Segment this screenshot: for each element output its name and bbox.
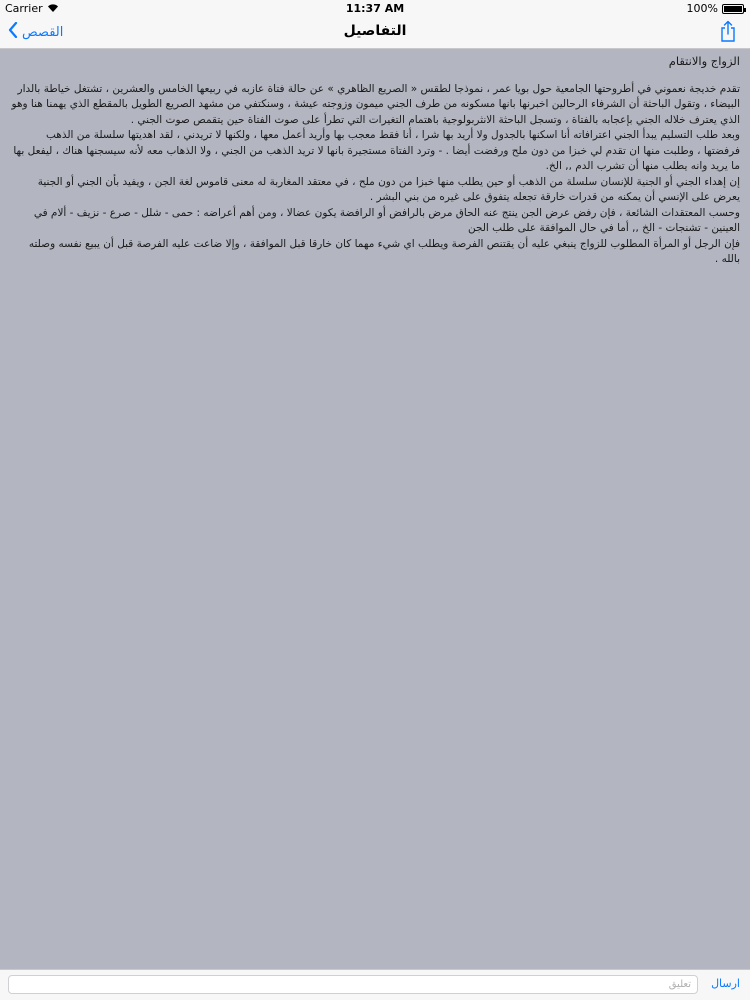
- back-button-label: القصص: [22, 24, 64, 40]
- page-title: التفاصيل: [343, 23, 407, 39]
- battery-icon: [722, 4, 744, 14]
- share-icon: [720, 27, 736, 46]
- status-bar: [0, 0, 750, 16]
- battery-percent: 100%: [686, 2, 718, 15]
- status-right: [687, 2, 744, 15]
- article-paragraph: وبعد طلب التسليم يبدأ الجني اعترافاته أنا اسكنها بالجدول ولا أريد بها شرا ، أنا فقط معجب بها وأريد أعمل معها ، ولكنها لا تريدني ، لقد اهديتها سلسلة من الذهب فرفضتها ، وطلبت منها ان تقدم لي خبزا من دون ملح ورفضت أيضا . - وترد الفتاة مستجيرة بانها لا تريد الذهب من الجني ، ولا الذهاب معه لأنه سيسجنها هناك ، ليفعل بها ما يريد وانه يطلب منها أن تشرب الدم ,, الخ.: [13, 129, 740, 172]
- share-button[interactable]: [720, 20, 736, 46]
- navigation-bar: [0, 16, 750, 49]
- battery-fill: [724, 6, 742, 12]
- carrier-label: Carrier: [5, 2, 43, 15]
- comment-bar: [0, 969, 750, 1000]
- article-paragraph: تقدم خديجة نعموني في أطروحتها الجامعية حول بويا عمر ، نموذجا لطقس « الصريع الظاهري » عن حالة فتاة عازبه في ربيعها الخامس والعشرين ، تشتغل خياطة بالدار البيضاء ، وتقول الباحثة أن الشرفاء الرحالين اخبرنها بانها مسكونه من طرف الجني ميمون وزوجته عيشة ، وسنكتفي من مشهد الصريع الطويل بالمقطع الذي يهمنا هنا وهو الذي يعترف خلاله الجني بإعجابه بالفتاة ، وتسجل الباحثة الانثربولوجية باهتمام التغيرات التي تطرأ على صوت الفتاة حين يتقمص صوت الجني .: [11, 82, 740, 126]
- article-paragraph: إن إهداء الجني أو الجنية للإنسان سلسلة من الذهب أو حين يطلب منها خبزا من دون ملح ، في معتقد المغاربة له معنى قاموس لغة الجن ، ويفيد بأن الجني أو الجنية يعرض على الإنسي أن يمكنه من قدرات خارقة تجعله يتفوق على غيره من بني البشر .: [37, 175, 740, 203]
- article-title: الزواج والانتقام: [668, 54, 740, 68]
- article-paragraph: وحسب المعتقدات الشائعة ، فإن رفض عرض الجن ينتج عنه الحاق مرض بالرافض أو الرافضة يكون عضالا ، ومن أهم أعراضه : حمى - شلل - صرع - نزيف - ألام في العينين - تشنجات - الخ ,, أما في حال الموافقة على طلب الجن: [33, 206, 740, 234]
- article-content: [10, 54, 740, 268]
- article-paragraph: فإن الرجل أو المرأة المطلوب للزواج ينبغي عليه أن يقتنص الفرصة ويطلب اي شيء مهما كان خارقا قبل الموافقة ، وإلا ضاعت عليه الفرصة قبل أن يبيع نفسه وصلته بالله .: [28, 237, 740, 265]
- comment-input[interactable]: [8, 975, 698, 994]
- send-button[interactable]: ارسال: [711, 977, 740, 990]
- status-time: 11:37 AM: [345, 2, 405, 15]
